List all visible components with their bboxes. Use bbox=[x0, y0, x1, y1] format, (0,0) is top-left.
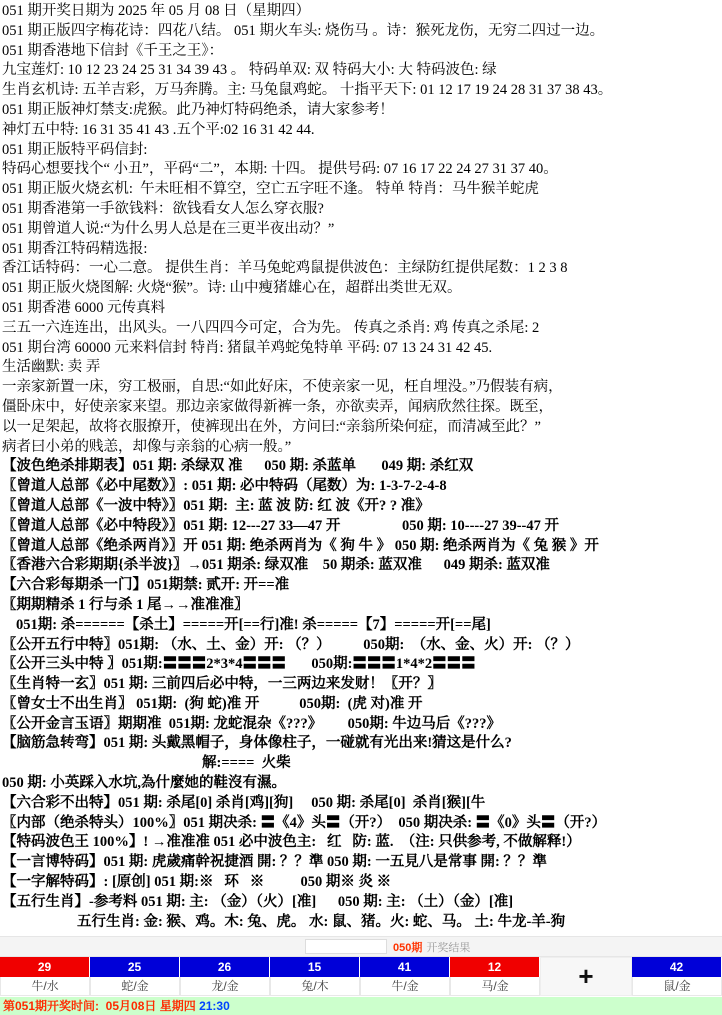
tips-line: 051 期正版特平码信封: bbox=[2, 141, 148, 158]
result-ball bbox=[270, 957, 360, 996]
ball-zodiac-label: 马/金 bbox=[450, 977, 540, 996]
result-title-label: 开奖结果 bbox=[426, 941, 471, 954]
result-ball bbox=[450, 957, 540, 996]
ball-zodiac-label: 鼠/金 bbox=[632, 977, 722, 996]
tips-line: 生活幽默: 卖 弄 bbox=[2, 359, 101, 376]
tips-line: 【波色绝杀排期表】051 期: 杀绿双 准 050 期: 杀蓝单 049 期: 杀红双 bbox=[2, 458, 474, 475]
tips-line: 五行生肖: 金: 猴、鸡。木: 兔、虎。 水: 鼠、猪。火: 蛇、马。 土: 牛龙-羊-狗 bbox=[77, 913, 566, 930]
ball-number: 29 bbox=[0, 957, 90, 977]
tips-line: 051 期香港地下信封《千王之王》： bbox=[2, 42, 224, 59]
tips-line: 三五一六连连出，出风头。一八四四今可定，合为先。 传真之杀肖: 鸡 传真之杀尾: 2 bbox=[2, 319, 540, 336]
tips-line: 051 期台湾 60000 元来料信封 特肖: 猪鼠羊鸡蛇兔特单 平码: 07 13 24 31 42 45. bbox=[2, 339, 493, 356]
tips-line: 051 期正版四字梅花诗：四花八结。 051 期火车头: 烧伤马 。诗：猴死龙伤，无穷二四过一边。 bbox=[2, 22, 605, 39]
tips-line: 以一足架起，故将衣服撩开，使裤现出在外，方问曰:“亲翁所染何症，而清减至此？” bbox=[2, 418, 541, 435]
tips-line: 〖曾道人总部《必中尾数》〗: 051 期: 必中特码（尾数）为: 1-3-7-2-4-8 bbox=[2, 478, 447, 495]
tips-line: 051 期正版火烧玄机: 午未旺相不算空，空亡五字旺不逢。 特单 特肖：马牛猴羊蛇虎 bbox=[2, 181, 539, 198]
tips-line: 051期: 杀======【杀土】=====开[==行]准! 杀=====【7】=====开[==尾] bbox=[16, 616, 491, 633]
ball-zodiac-label: 兔/木 bbox=[270, 977, 360, 996]
tips-line: 【五行生肖】-参考料 051 期: 主: （金）（火）[准] 050 期: 主: （土）（金）[准] bbox=[2, 893, 514, 910]
tips-line: 〖期期精杀 1 行与杀 1 尾→→准准准〗 bbox=[2, 596, 249, 613]
tips-line: 〖内部（绝杀特头）100%〗051 期决杀: 〓《4》头〓（开?） 050 期决杀: 〓《0》头〓（开?） bbox=[2, 814, 607, 831]
tips-line: 一亲家新置一床，穷工极丽，自思:“如此好床，不使亲家一见，枉自埋没。”乃假装有病， bbox=[2, 379, 563, 396]
tips-line: 〖生肖特一玄〗051 期: 三前四后必中特，一三两边来发财！〖开？〗 bbox=[2, 676, 442, 693]
ball-number: 26 bbox=[180, 957, 270, 977]
result-ball bbox=[0, 957, 90, 996]
tips-line: 【特码波色王 100%】! →准准准 051 必中波色主: 红 防: 蓝. （注: 只供参考, 不做解释!） bbox=[2, 834, 581, 851]
tips-line: 〖公开金言玉语〗期期准 051期: 龙蛇混杂《???》 050期: 牛边马后《???》 bbox=[2, 715, 502, 732]
tips-line: 【六合彩每期杀一门】051期禁: 贰开: 开==准 bbox=[2, 577, 290, 594]
result-ball bbox=[360, 957, 450, 996]
tips-line: 生肖玄机诗: 五羊吉彩，万马奔腾。主: 马兔鼠鸡蛇。 十指平天下: 01 12 17 19 24 28 31 37 38 43。 bbox=[2, 82, 613, 99]
ball-number: 12 bbox=[450, 957, 540, 977]
result-header-bar bbox=[0, 936, 722, 957]
tips-line: 051 期香江特码精选报: bbox=[2, 240, 148, 257]
tips-line: 香江话特码：一心二意。 提供生肖：羊马兔蛇鸡鼠提供波色：主绿防红提供尾数：1 2 3 8 bbox=[2, 260, 568, 277]
tips-line: 九宝莲灯: 10 12 23 24 25 31 34 39 43 。 特码单双: 双 特码大小: 大 特码波色: 绿 bbox=[2, 62, 497, 79]
next-draw-time: 21:30 bbox=[199, 999, 230, 1013]
ball-number: 15 bbox=[270, 957, 360, 977]
ball-zodiac-label: 蛇/金 bbox=[90, 977, 180, 996]
ball-number: 41 bbox=[360, 957, 450, 977]
ball-zodiac-label: 牛/金 bbox=[360, 977, 450, 996]
result-ball bbox=[90, 957, 180, 996]
ball-number: 42 bbox=[632, 957, 722, 977]
result-bar-spacer bbox=[0, 946, 305, 947]
next-draw-text: 第051期开奖时间: 05月08日 星期四 bbox=[3, 999, 200, 1013]
tips-line: 僵卧床中，好使亲家来望。那边亲家做得新裤一条，亦欲卖弄，闻病欣然往探。既至， bbox=[2, 398, 553, 415]
tips-line: 【一字解特码】: [原创] 051 期:※ 环 ※ 050 期※ 炎 ※ bbox=[2, 874, 392, 891]
tips-line: 病者曰小弟的贱恙，却像与亲翁的心病一般。” bbox=[2, 438, 292, 455]
tips-line: 【脑筋急转弯】051 期: 头戴黑帽子，身体像柱子，一碰就有光出来!猜这是什么? bbox=[2, 735, 512, 752]
tips-line: 051 期香港 6000 元传真料 bbox=[2, 299, 166, 316]
ball-zodiac-label: 龙/金 bbox=[180, 977, 270, 996]
tips-line: 神灯五中特: 16 31 35 41 43 .五个平:02 16 31 42 44. bbox=[2, 121, 315, 138]
result-ball bbox=[180, 957, 270, 996]
tips-line: 051 期正版神灯禁支:虎猴。此乃神灯特码绝杀，请大家参考！ bbox=[2, 101, 394, 118]
result-period-label: 050期 bbox=[393, 941, 423, 954]
tips-line: 051 期香港第一手欲钱料：欲钱看女人怎么穿衣服? bbox=[2, 200, 324, 217]
tips-line: 〖曾道人总部《一波中特》〗051 期: 主: 蓝 波 防: 红 波《开? ? 准》 bbox=[2, 497, 430, 514]
tips-line: 〖曾女士不出生肖〗 051期: (狗 蛇)准 开 050期: (虎 对)准 开 bbox=[2, 695, 423, 712]
tips-line: 特码心想要找个“ 小丑”，平码“二”，本期: 十四。 提供号码: 07 16 17 22 24 27 31 37 40。 bbox=[2, 161, 558, 178]
plus-icon: + bbox=[540, 957, 632, 996]
tips-line: 051 期曾道人说:“为什么男人总是在三更半夜出动？” bbox=[2, 220, 335, 237]
result-ball bbox=[632, 957, 722, 996]
tips-line: 〖曾道人总部《必中特段》〗051 期: 12---27 33—47 开 050 期: 10----27 39--47 开 bbox=[2, 517, 559, 534]
ball-number: 25 bbox=[90, 957, 180, 977]
period-input-box[interactable] bbox=[305, 939, 387, 954]
tips-line: 051 期正版火烧图解: 火烧“猴”。诗: 山中瘦猪雄心在，超群出类世无双。 bbox=[2, 280, 462, 297]
result-balls-row bbox=[0, 957, 722, 996]
tips-line: 【一言博特码】051 期: 虎歲痛幹祝捷酒 開: ？？準 050 期: 一五見八是常事 開: ？？準 bbox=[2, 854, 547, 871]
tips-line: 〖公开五行中特〗051期: （水、土、金）开: （？） 050期: （水、金、火）开: （？） bbox=[2, 636, 580, 653]
ball-zodiac-label: 牛/水 bbox=[0, 977, 90, 996]
tips-line: 【六合彩不出特】051 期: 杀尾[0] 杀肖[鸡][狗] 050 期: 杀尾[0] 杀肖[猴][牛 bbox=[2, 794, 486, 811]
next-draw-strip bbox=[0, 997, 722, 1015]
tips-line: 050 期: 小英踩入水坑,為什麼她的鞋沒有濕。 bbox=[2, 775, 286, 792]
tips-line: 051 期开奖日期为 2025 年 05 月 08 日（星期四） bbox=[2, 3, 311, 19]
tips-line: 〖香港六合彩期期{杀半波}〗→051 期杀: 绿双准 50 期杀: 蓝双准 049 期杀: 蓝双准 bbox=[2, 557, 550, 574]
tips-line: 解:==== 火柴 bbox=[202, 755, 291, 772]
tips-line: 〖公开三头中特 〗051期:〓〓〓2*3*4〓〓〓 050期:〓〓〓1*4*2〓〓〓 bbox=[2, 656, 476, 673]
tips-line: 〖曾道人总部《绝杀两肖》〗开 051 期: 绝杀两肖为《 狗 牛 》 050 期: 绝杀两肖为《 兔 猴 》开 bbox=[2, 537, 599, 554]
